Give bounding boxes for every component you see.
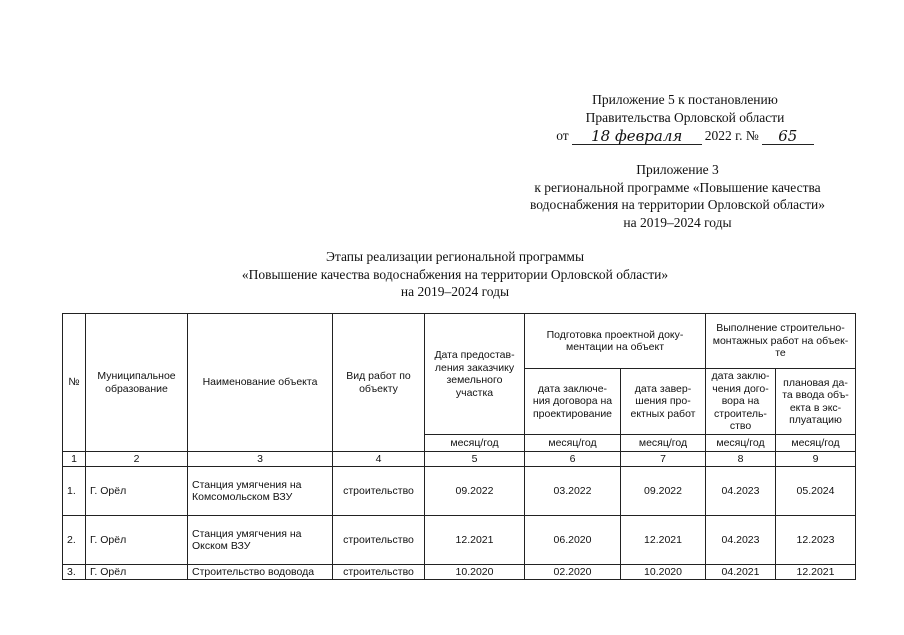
unit-label: месяц/год (525, 435, 621, 452)
row-design-end: 10.2020 (621, 565, 706, 580)
title-line: на 2019–2024 годы (400, 284, 510, 299)
column-number: 5 (425, 452, 525, 467)
table-row (63, 467, 856, 516)
row-land-date: 10.2020 (425, 565, 525, 580)
appendix-line: Приложение 3 (636, 162, 719, 177)
row-number: 3. (63, 565, 86, 580)
stages-table (62, 313, 856, 580)
table-row (63, 565, 856, 580)
row-object-name: Станция умягчения на Окском ВЗУ (188, 516, 333, 565)
row-work-type: строительство (333, 516, 425, 565)
handwritten-number: 65 (762, 128, 814, 145)
column-number: 3 (188, 452, 333, 467)
row-land-date: 09.2022 (425, 467, 525, 516)
handwritten-date: 18 февраля (572, 128, 702, 145)
header-design-group: Подготовка проектной доку- ментации на объект (525, 314, 706, 369)
appendix-line: водоснабжения на территории Орловской области» (530, 197, 825, 212)
column-number: 7 (621, 452, 706, 467)
header-land-date: Дата предостав- ления заказчику земельного участка (425, 314, 525, 435)
row-municipality: Г. Орёл (86, 565, 188, 580)
header-num: № (63, 314, 86, 452)
row-work-type: строительство (333, 565, 425, 580)
row-object-name: Станция умягчения на Комсомольском ВЗУ (188, 467, 333, 516)
header-design-contract-date: дата заключе- ния договора на проектирование (525, 369, 621, 435)
header-construction-group: Выполнение строительно- монтажных работ на объек- те (706, 314, 856, 369)
row-design-contract: 02.2020 (525, 565, 621, 580)
row-object-name: Строительство водовода (188, 565, 333, 580)
row-design-end: 09.2022 (621, 467, 706, 516)
row-design-contract: 06.2020 (525, 516, 621, 565)
decree-header (540, 91, 830, 145)
row-design-end: 12.2021 (621, 516, 706, 565)
header-work-type: Вид работ по объекту (333, 314, 425, 452)
document-title (195, 248, 715, 301)
unit-label: месяц/год (621, 435, 706, 452)
column-number: 6 (525, 452, 621, 467)
decree-date-prefix: от (556, 128, 569, 143)
column-number-row (63, 452, 856, 467)
unit-label: месяц/год (706, 435, 776, 452)
column-number: 4 (333, 452, 425, 467)
column-number: 1 (63, 452, 86, 467)
row-commission: 12.2021 (776, 565, 856, 580)
column-number: 9 (776, 452, 856, 467)
row-design-contract: 03.2022 (525, 467, 621, 516)
decree-header-line1: Приложение 5 к постановлению (592, 92, 778, 107)
row-municipality: Г. Орёл (86, 467, 188, 516)
row-land-date: 12.2021 (425, 516, 525, 565)
appendix-header (500, 161, 855, 231)
row-municipality: Г. Орёл (86, 516, 188, 565)
decree-date-row (540, 127, 830, 145)
row-number: 2. (63, 516, 86, 565)
column-number: 8 (706, 452, 776, 467)
row-number: 1. (63, 467, 86, 516)
row-work-type: строительство (333, 467, 425, 516)
row-construction-contract: 04.2021 (706, 565, 776, 580)
appendix-line: к региональной программе «Повышение качества (534, 179, 821, 195)
row-construction-contract: 04.2023 (706, 516, 776, 565)
unit-label: месяц/год (425, 435, 525, 452)
row-construction-contract: 04.2023 (706, 467, 776, 516)
column-number: 2 (86, 452, 188, 467)
appendix-line: на 2019–2024 годы (623, 214, 732, 230)
header-planned-commission-date: плановая да- та ввода объ- екта в экс- плуатацию (776, 369, 856, 435)
header-object-name: Наименование объекта (188, 314, 333, 452)
decree-header-line2: Правительства Орловской области (585, 110, 785, 125)
table-row (63, 516, 856, 565)
title-line: Этапы реализации региональной программы (325, 249, 585, 264)
title-line: «Повышение качества водоснабжения на территории Орловской области» (241, 266, 669, 282)
decree-year-text: 2022 г. № (704, 128, 759, 143)
header-municipality: Муниципальное образование (86, 314, 188, 452)
header-design-end-date: дата завер- шения про- ектных работ (621, 369, 706, 435)
row-commission: 12.2023 (776, 516, 856, 565)
header-construction-contract-date: дата заклю- чения дого- вора на строитель- ство (706, 369, 776, 435)
row-commission: 05.2024 (776, 467, 856, 516)
unit-label: месяц/год (776, 435, 856, 452)
